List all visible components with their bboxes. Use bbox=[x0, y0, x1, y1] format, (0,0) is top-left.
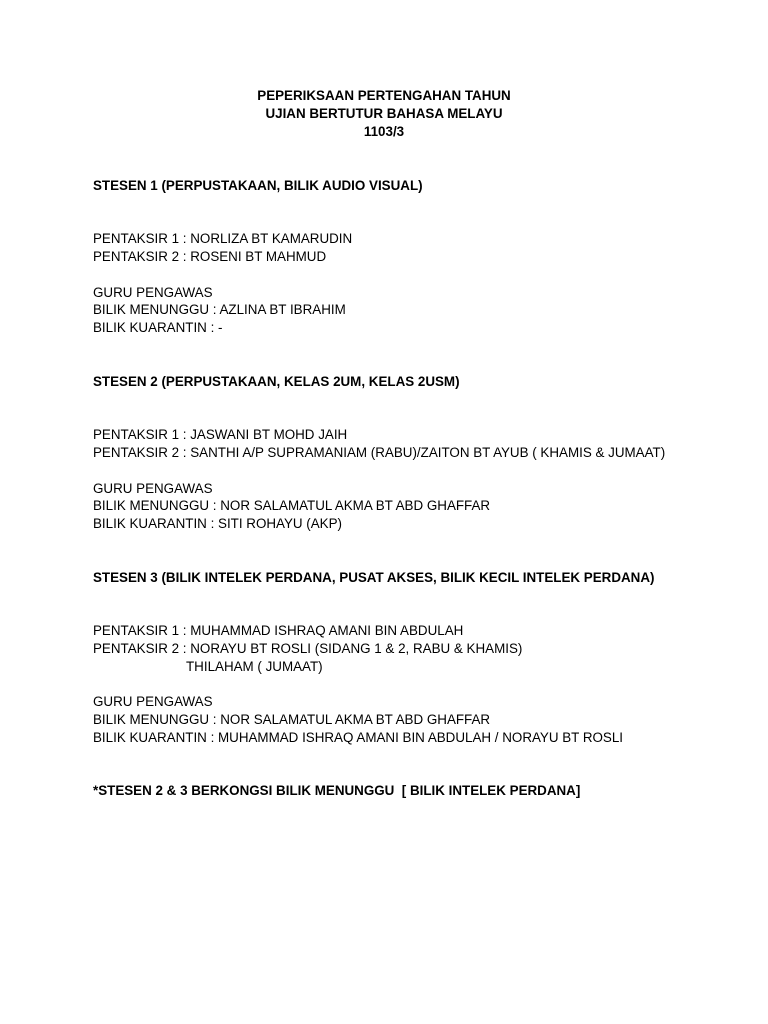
header-title: PEPERIKSAAN PERTENGAHAN TAHUN bbox=[257, 88, 511, 103]
stesen3-guru-pengawas: GURU PENGAWAS bbox=[93, 694, 213, 709]
header-code: 1103/3 bbox=[363, 124, 405, 139]
stesen2-pentaksir1: PENTAKSIR 1 : JASWANI BT MOHD JAIH bbox=[93, 427, 348, 442]
stesen1-bilik-kuarantin: BILIK KUARANTIN : - bbox=[93, 320, 223, 335]
stesen3-title: STESEN 3 (BILIK INTELEK PERDANA, PUSAT AKSES, BILIK KECIL INTELEK PERDANA) bbox=[93, 570, 655, 585]
stesen2-pentaksir2: PENTAKSIR 2 : SANTHI A/P SUPRAMANIAM (RABU)/ZAITON BT AYUB ( KHAMIS & JUMAAT) bbox=[93, 445, 666, 460]
stesen2-bilik-kuarantin: BILIK KUARANTIN : SITI ROHAYU (AKP) bbox=[93, 516, 343, 531]
stesen2-guru-pengawas: GURU PENGAWAS bbox=[93, 481, 213, 496]
stesen2-title: STESEN 2 (PERPUSTAKAAN, KELAS 2UM, KELAS 2USM) bbox=[93, 374, 460, 389]
stesen1-guru-pengawas: GURU PENGAWAS bbox=[93, 285, 213, 300]
stesen2-bilik-menunggu: BILIK MENUNGGU : NOR SALAMATUL AKMA BT ABD GHAFFAR bbox=[93, 498, 491, 513]
shared-waiting-room-note: *STESEN 2 & 3 BERKONGSI BILIK MENUNGGU [ BILIK INTELEK PERDANA] bbox=[93, 783, 581, 798]
stesen1-pentaksir1: PENTAKSIR 1 : NORLIZA BT KAMARUDIN bbox=[93, 231, 353, 246]
stesen1-pentaksir2: PENTAKSIR 2 : ROSENI BT MAHMUD bbox=[93, 249, 327, 264]
stesen3-pentaksir2: PENTAKSIR 2 : NORAYU BT ROSLI (SIDANG 1 & 2, RABU & KHAMIS) bbox=[93, 641, 523, 656]
stesen3-pentaksir2-continued: THILAHAM ( JUMAAT) bbox=[186, 659, 323, 674]
stesen3-bilik-kuarantin: BILIK KUARANTIN : MUHAMMAD ISHRAQ AMANI BIN ABDULAH / NORAYU BT ROSLI bbox=[93, 730, 624, 745]
stesen1-title: STESEN 1 (PERPUSTAKAAN, BILIK AUDIO VISUAL) bbox=[93, 178, 423, 193]
stesen3-bilik-menunggu: BILIK MENUNGGU : NOR SALAMATUL AKMA BT ABD GHAFFAR bbox=[93, 712, 491, 727]
stesen1-bilik-menunggu: BILIK MENUNGGU : AZLINA BT IBRAHIM bbox=[93, 302, 346, 317]
stesen3-pentaksir1: PENTAKSIR 1 : MUHAMMAD ISHRAQ AMANI BIN ABDULAH bbox=[93, 623, 464, 638]
header-subtitle: UJIAN BERTUTUR BAHASA MELAYU bbox=[265, 106, 503, 121]
